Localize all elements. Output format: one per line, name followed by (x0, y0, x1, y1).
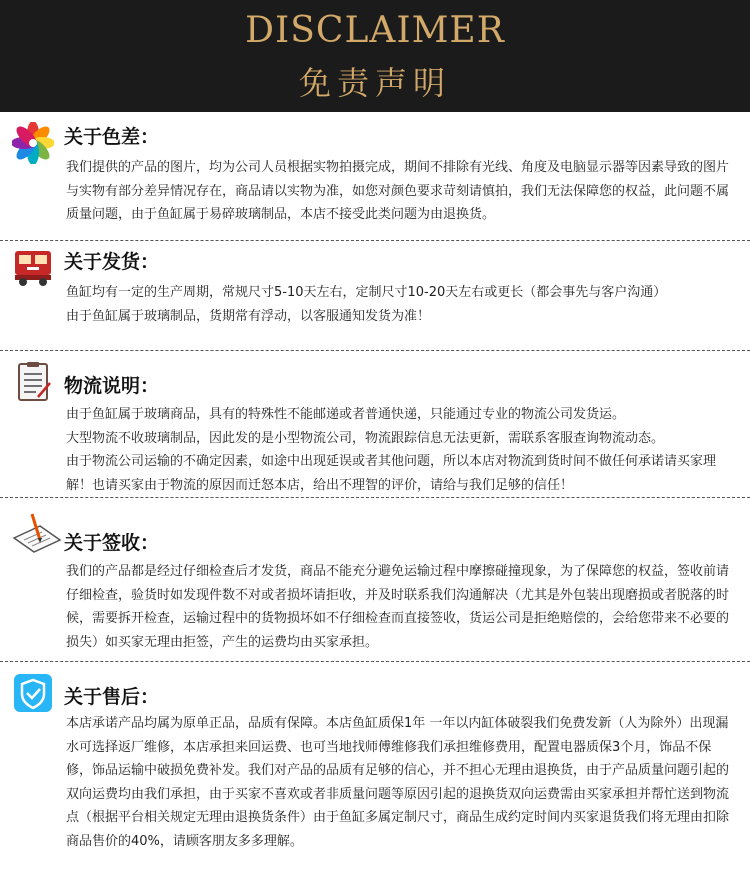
sign-pen-icon (10, 510, 62, 556)
header-title-en: DISCLAIMER (245, 10, 505, 51)
section-body (66, 712, 732, 853)
header-title-zh: 免责声明 (298, 64, 451, 102)
section-text: 我们提供的产品的图片，均为公司人员根据实物拍摄完成，期间不排除有光线、角度及电脑显示器等因素导致的图片与实物有部分差异情况存在，商品请以实物为准，如您对颜色要求苛刻请慎拍，我们无法保障您的权益，此问题不属质量问题，由于鱼缸属于易碎玻璃制品，本店不接受此类问题为由退换货。 (66, 160, 730, 222)
section-shipping (0, 241, 750, 351)
section-title: 关于色差： (64, 126, 160, 148)
section-title: 关于发货： (64, 251, 160, 273)
section-text: 我们的产品都是经过仔细检查后才发货，商品不能充分避免运输过程中摩擦碰撞现象，为了保障您的权益，签收前请仔细检查，验货时如发现件数不对或者损坏请拒收，并及时联系我们沟通解决（尤其是外包装出现磨损或者脱落的时候，需要拆开检查，运输过程中的货物损坏如不仔细检查而直接签收，货运公司是拒绝赔偿的，会给您带来不必要的损失）如买家无理由拒签，产生的运费均由买家承担。 (66, 564, 730, 650)
section-title: 关于售后： (64, 686, 160, 708)
section-text: 由于鱼缸属于玻璃商品，具有的特殊性不能邮递或者普通快递，只能通过专业的物流公司发货运。 (66, 407, 626, 422)
section-text: 由于物流公司运输的不确定因素，如途中出现延误或者其他问题，所以本店对物流到货时间不做任何承诺请买家理解！也请买家由于物流的原因而迁怒本店，给出不理智的评价，请给与我们足够的信任！ (66, 454, 717, 493)
section-logistics (0, 351, 750, 498)
section-after-sales (0, 662, 750, 877)
truck-icon (12, 247, 54, 289)
section-color-difference (0, 116, 750, 241)
section-text: 鱼缸均有一定的生产周期，常规尺寸5-10天左右，定制尺寸10-20天左右或更长（都会事先与客户沟通） (66, 285, 667, 300)
section-text: 大型物流不收玻璃制品，因此发的是小型物流公司，物流跟踪信息无法更新，需联系客服查询物流动态。 (66, 430, 665, 446)
disclaimer-header (0, 0, 750, 112)
section-body (66, 281, 732, 328)
section-title: 关于签收： (64, 532, 160, 554)
section-text: 由于鱼缸属于玻璃制品，货期常有浮动，以客服通知发货为准！ (66, 308, 431, 324)
section-text: 本店承诺产品均属为原单正品，品质有保障。本店鱼缸质保1年 一年以内缸体破裂我们免费发新（人为除外）出现漏水可选择返厂维修，本店承担来回运费、也可当地找师傅维修我们承担维修费用，配置电器质保3个月，饰品不保修，饰品运输中破损免费补发。我们对产品的品质有足够的信心，并不担心无理由退换货，由于产品质量问题引起的双向运费均由我们承担，由于买家不喜欢或者非质量问题等原因引起的退换货双向运费需由买家承担并帮忙送到物流点（根据平台相关规定无理由退换货条件）由于鱼缸多属定制尺寸，商品生成约定时间内买家退货我们将无理由扣除商品售价的40%，请顾客朋友多多理解。 (66, 716, 730, 849)
shield-check-icon (12, 672, 54, 714)
section-receipt (0, 498, 750, 662)
section-body (66, 156, 732, 227)
color-wheel-icon (12, 122, 54, 164)
clipboard-icon (12, 361, 54, 403)
section-body (66, 560, 732, 654)
section-body (66, 403, 732, 497)
section-title: 物流说明： (64, 375, 160, 397)
